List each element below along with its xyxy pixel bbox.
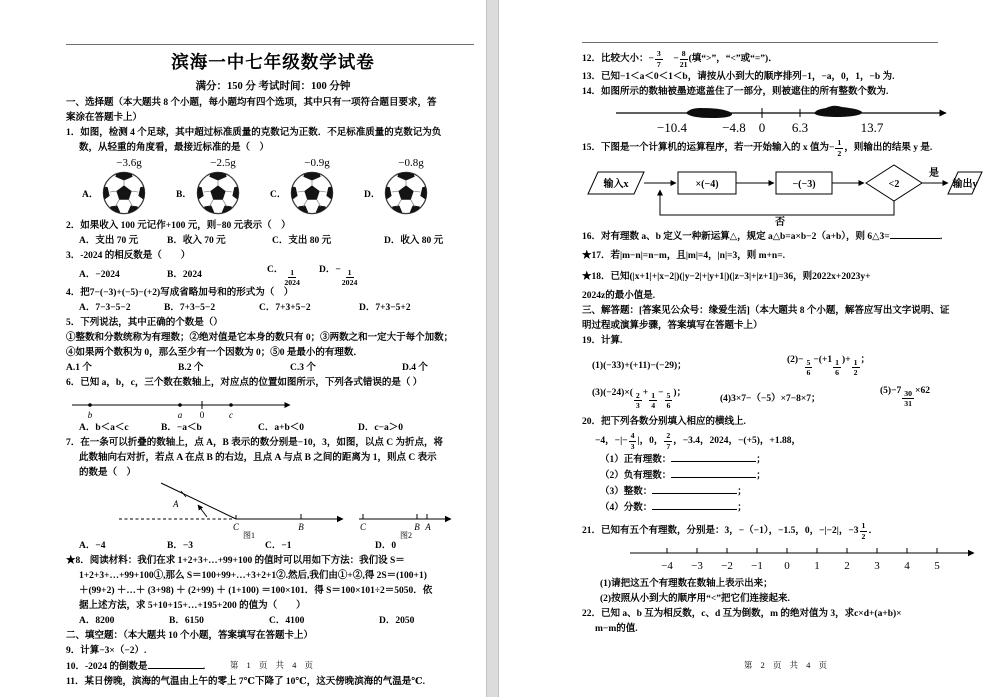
q6-axis-label-c: c bbox=[229, 410, 233, 420]
q19-item-2: (2)− $\frac{5}{6}$ −(+1 $\frac{1}{6}$ )+ $\frac{1}{2}$ ； bbox=[787, 354, 871, 378]
q8-line3: ＋(99+2) ＋…＋ (3+98) ＋ (2+99) ＋ (1+100) ＝100×101．得 S＝100×101÷2＝5050．依 bbox=[79, 586, 433, 596]
exam-title: 滨海一中七年级数学试卷 bbox=[171, 52, 375, 72]
q16-text: 16．对有理数 a、b 定义一种新运算△，规定 a△b=a×b−2（a+b），则 6△3= bbox=[582, 232, 890, 242]
q6-axis-label-0: 0 bbox=[199, 410, 205, 420]
q7-fig2-label-C: C bbox=[359, 522, 367, 532]
flowchart-subtract-label: −(−3) bbox=[792, 179, 816, 190]
q14-tick-0: 0 bbox=[758, 120, 766, 135]
soccer-ball-icon bbox=[289, 170, 335, 216]
q14-tick-6-3: 6.3 bbox=[791, 120, 809, 135]
q1-label-b: B． bbox=[176, 190, 192, 200]
q2-opt-a: A．支出 70 元 bbox=[79, 236, 139, 246]
q8-line1: ★8．阅读材料：我们在求 1+2+3+…+99+100 的值时可以用如下方法：我们设 S＝ bbox=[66, 556, 405, 566]
q20-blank-3-label: （3）整数： bbox=[600, 487, 653, 497]
q7-line3: 的数是（ ） bbox=[79, 468, 137, 478]
q17-stem: ★17．若|m−n|=n−m，且|m|=4，|n|=3，则 m+n=. bbox=[582, 251, 785, 261]
q8-opt-d: D．2050 bbox=[379, 616, 415, 626]
q21-stem: 21．已知有五个有理数，分别是：3，−（−1），−1.5，0，−|−2|，−3 $\frac{1}{2}$ ． bbox=[582, 520, 878, 541]
q20-blank-3-line bbox=[652, 484, 737, 494]
page2-footer: 第 2 页 共 4 页 bbox=[743, 660, 831, 670]
q2-opt-d: D．收入 80 元 bbox=[384, 236, 444, 246]
q19-item-1: (1)(−33)+(+11)−(−29)； bbox=[592, 361, 687, 371]
q7-fig1-label-B: B bbox=[298, 522, 304, 532]
q11-stem: 11．某日傍晚，滨海的气温由上午的零上 7℃下降了 10℃，这天傍晚滨海的气温是℃. bbox=[66, 677, 426, 687]
page-gutter bbox=[486, 0, 499, 697]
q19-stem: 19．计算. bbox=[582, 336, 623, 346]
q2-stem: 2．如果收入 100 元记作+100 元，则−80 元表示（ ） bbox=[66, 221, 291, 231]
q6-axis-label-a: a bbox=[177, 410, 183, 420]
flowchart-input-label: 输入x bbox=[603, 179, 629, 190]
q5-opt-b: B.2 个 bbox=[178, 363, 204, 373]
q3-stem: 3．-2024 的相反数是（ ） bbox=[66, 251, 191, 261]
flowchart-yes-label: 是 bbox=[929, 168, 939, 179]
q4-opt-c: C．7+3+5−2 bbox=[259, 303, 311, 313]
q1-option-b bbox=[176, 170, 270, 216]
exam-subtitle: 满分：150 分 考试时间：100 分钟 bbox=[195, 81, 351, 92]
q7-folded-axis-figure bbox=[111, 481, 456, 539]
q20-blank-1-label: （1）正有理数： bbox=[600, 455, 672, 465]
q1-weight-labels bbox=[66, 157, 480, 169]
q16-period: ． bbox=[939, 232, 950, 242]
q5-stem: 5．下列说法，其中正确的个数是（） bbox=[66, 318, 223, 328]
exam-page-2 bbox=[582, 0, 992, 697]
q21-tick-3: 3 bbox=[874, 560, 880, 572]
q14-tick-neg10-4: −10.4 bbox=[656, 120, 688, 135]
q21-sub2: (2)按照从小到大的顺序用“<”把它们连接起来. bbox=[600, 594, 790, 604]
q21-tick-4: 4 bbox=[904, 560, 910, 572]
q19-row2 bbox=[582, 379, 992, 415]
ink-blob-right bbox=[814, 106, 862, 117]
section1-heading-line2: 案涂在答题卡上） bbox=[66, 113, 143, 123]
q1-label-a: A． bbox=[82, 190, 99, 200]
q7-opt-c: C．−1 bbox=[265, 541, 292, 551]
section1-heading-line1: 一、选择题（本大题共 8 个小题，每小题均有四个选项，其中只有一项符合题目要求，答 bbox=[66, 98, 437, 108]
flowchart-condition-label: <2 bbox=[888, 179, 900, 190]
q20-stem: 20．把下列各数分别填入相应的横线上. bbox=[582, 417, 746, 427]
q19-item-3: (3)(−24)×( $\frac{2}{3}$ + $\frac{1}{4}$ − $\frac{5}{6}$ )； bbox=[592, 387, 687, 411]
q7-fig2-caption: 图2 bbox=[400, 531, 412, 539]
exam-page-1 bbox=[66, 0, 480, 697]
q7-line1: 7．在一条可以折叠的数轴上，点 A，B 表示的数分别是−10，3，如图，以点 C 为折点，将 bbox=[66, 438, 443, 448]
q6-opt-d: D．c−a＞0 bbox=[358, 423, 403, 433]
page1-footer: 第 1 页 共 4 页 bbox=[229, 660, 317, 670]
q13-stem: 13．已知−1＜a＜0＜1＜b，请按从小到大的顺序排列−1，−a，0，1，−b 为. bbox=[582, 72, 895, 82]
q20-blank-2-label: （2）负有理数： bbox=[600, 471, 672, 481]
q6-stem: 6．已知 a，b，c，三个数在数轴上，对应点的位置如图所示，下列各式错误的是（ ） bbox=[66, 378, 423, 388]
q7-fig1-label-C: C bbox=[232, 522, 240, 532]
q4-options bbox=[66, 301, 480, 316]
q22-line2: m−m的值. bbox=[595, 624, 638, 634]
q7-fig2-label-B: B bbox=[414, 522, 420, 532]
q20-blank-4 bbox=[582, 500, 992, 516]
q16-answer-blank bbox=[890, 229, 940, 239]
q3-opt-a: A．−2024 bbox=[79, 269, 120, 280]
q20-blank-4-label: （4）分数： bbox=[600, 503, 653, 513]
section3-heading-line2: 明过程或演算步骤，答案填写在答题卡上） bbox=[582, 321, 763, 331]
q8-line2: 1+2+3+…+99+100①,那么 S＝100+99+…+3+2+1②.然后,我们由①+②,得 2S＝(100+1) bbox=[79, 571, 427, 581]
q1-line1: 1．如图，检测 4 个足球，其中超过标准质量的克数记为正数．不足标准质量的克数记为负 bbox=[66, 128, 442, 138]
flowchart-no-label: 否 bbox=[775, 217, 785, 226]
q21-tick-2: 2 bbox=[844, 560, 850, 572]
ink-blob-left bbox=[686, 108, 732, 118]
q20-blank-4-line bbox=[652, 500, 737, 510]
q18-line2: 2024z的最小值是. bbox=[582, 291, 656, 301]
q3-opt-b: B．2024 bbox=[167, 269, 202, 280]
q10-text: 10．-2024 的倒数是 bbox=[66, 662, 148, 672]
q4-opt-d: D．7+3−5+2 bbox=[359, 303, 411, 313]
q18-line1: ★18．已知(|x+1|+|x−2|)(|y−2|+|y+1|)(|z−3|+|z+1|)=36，则2022x+2023y+ bbox=[582, 272, 871, 282]
q20-blank-2-semi: ； bbox=[756, 471, 766, 481]
page1-top-rule bbox=[66, 44, 474, 45]
q7-fig1-label-A: A bbox=[173, 499, 179, 509]
q2-opt-c: C．支出 80 元 bbox=[272, 236, 332, 246]
soccer-ball-icon bbox=[383, 170, 429, 216]
q19-item-4: (4)3×7−（−5）×7−8×7； bbox=[720, 394, 821, 404]
q8-line4: 据上述方法，求 5+10+15+…+195+200 的值为（ ） bbox=[79, 601, 306, 611]
q3-options bbox=[66, 264, 480, 286]
q21-tick-neg2: −2 bbox=[721, 560, 733, 572]
q20-blank-3 bbox=[582, 484, 992, 500]
flowchart-multiply-label: ×(−4) bbox=[695, 179, 719, 190]
q8-opt-a: A．8200 bbox=[79, 616, 115, 626]
q7-line2: 此数轴向右对折，若点 A 在点 B 的右边，且点 A 与点 B 之间的距离为 1，则点 C 表示 bbox=[79, 453, 437, 463]
q4-opt-b: B．7+3−5−2 bbox=[164, 303, 216, 313]
q4-stem: 4．把7−(−3)+(−5)−(+2)写成省略加号和的形式为（ ） bbox=[66, 288, 294, 298]
soccer-ball-icon bbox=[195, 170, 241, 216]
q6-opt-b: B．−a＜b bbox=[161, 423, 202, 433]
q14-tick-13-7: 13.7 bbox=[860, 120, 884, 135]
q20-number-list: −4，−|− $\frac{4}{3}$ |，0， $\frac{2}{7}$ ，−3.4，2024，−(+5)，+1.88， bbox=[595, 430, 801, 451]
q21-tick-neg4: −4 bbox=[661, 560, 673, 572]
q20-blank-3-semi: ； bbox=[737, 487, 747, 497]
q4-opt-a: A．7−3−5−2 bbox=[79, 303, 131, 313]
q1-soccer-balls-row bbox=[66, 170, 480, 216]
q5-statements-line1: ①整数和分数统称为有理数；②绝对值是它本身的数只有 0；③两数之和一定大于每个加数； bbox=[66, 333, 454, 343]
q12-stem: 12．比较大小：− $\frac{3}{7}$ − $\frac{8}{21}$ (填“>”，“<”或“=”)． bbox=[582, 48, 778, 69]
q7-fig1-caption: 图1 bbox=[243, 531, 255, 539]
q6-axis-label-b: b bbox=[87, 410, 93, 420]
page2-top-rule bbox=[582, 42, 938, 43]
q6-opt-c: C．a+b＜0 bbox=[258, 423, 305, 433]
q21-tick-neg3: −3 bbox=[691, 560, 703, 572]
q3-opt-d: D．− $\frac{1}{2024}$ bbox=[319, 264, 358, 288]
flowchart-output-label: 输出y bbox=[952, 179, 978, 190]
q10-period: ． bbox=[202, 662, 213, 672]
q1-weight-b: −2.5g bbox=[210, 157, 236, 169]
q20-blank-2 bbox=[582, 468, 992, 484]
q19-row1 bbox=[582, 349, 992, 379]
q1-weight-c: −0.9g bbox=[304, 157, 330, 169]
q1-weight-d: −0.8g bbox=[398, 157, 424, 169]
q1-option-d bbox=[364, 170, 458, 216]
q20-blank-1-semi: ； bbox=[756, 455, 766, 465]
q6-number-line-figure bbox=[68, 391, 303, 421]
q8-opt-b: B．6150 bbox=[169, 616, 204, 626]
q2-options bbox=[66, 234, 480, 249]
q1-label-d: D． bbox=[364, 190, 381, 200]
q7-opt-a: A．−4 bbox=[79, 541, 106, 551]
q21-tick-1: 1 bbox=[814, 560, 820, 572]
q14-number-line-figure bbox=[610, 100, 955, 138]
q7-options bbox=[66, 539, 480, 554]
q15-flowchart-figure bbox=[584, 160, 984, 226]
q19-item-5: (5)−7 $\frac{30}{31}$ ×62 bbox=[880, 385, 930, 409]
q8-opt-c: C．4100 bbox=[269, 616, 305, 626]
q7-opt-b: B．−3 bbox=[167, 541, 193, 551]
q20-blank-1 bbox=[582, 452, 992, 468]
q5-opt-d: D.4 个 bbox=[402, 363, 428, 373]
q21-tick-5: 5 bbox=[934, 560, 940, 572]
q15-stem: 15．下图是一个计算机的运算程序，若一开始输入的 x 值为− $\frac{1}{2}$ ，则输出的结果 y 是. bbox=[582, 137, 933, 158]
q3-opt-c: C． $\frac{1}{2024}$ bbox=[267, 264, 300, 288]
q6-opt-a: A．b＜a＜c bbox=[79, 423, 129, 433]
q5-opt-c: C.3 个 bbox=[290, 363, 316, 373]
q1-option-a bbox=[82, 170, 176, 216]
soccer-ball-icon bbox=[101, 170, 147, 216]
q20-blank-2-line bbox=[671, 468, 756, 478]
q9-stem: 9．计算−3×（−2）. bbox=[66, 646, 147, 656]
section3-heading-line1: 三、解答题：[答案见公众号：缘爱生活]（本大题共 8 个小题，解答应写出文字说明、证 bbox=[582, 306, 950, 316]
q7-opt-d: D．0 bbox=[375, 541, 397, 551]
q1-weight-a: −3.6g bbox=[116, 157, 142, 169]
q21-tick-neg1: −1 bbox=[751, 560, 763, 572]
q5-statements-line2: ④如果两个数积为 0，那么至少有一个因数为 0；⑤0 是最小的有理数． bbox=[66, 348, 363, 358]
q2-opt-b: B．收入 70 元 bbox=[167, 236, 226, 246]
q8-options bbox=[66, 614, 480, 629]
q14-tick-neg4-8: −4.8 bbox=[722, 120, 746, 135]
section2-heading: 二、填空题：（本大题共 10 个小题，答案填写在答题卡上） bbox=[66, 631, 314, 641]
q21-tick-0: 0 bbox=[784, 560, 790, 572]
q20-blank-4-semi: ； bbox=[737, 503, 747, 513]
q6-options bbox=[66, 421, 480, 436]
q16-stem bbox=[582, 229, 992, 245]
q5-opt-a: A.1 个 bbox=[66, 363, 92, 373]
q20-blank-1-line bbox=[671, 452, 756, 462]
q1-option-c bbox=[270, 170, 364, 216]
q5-options bbox=[66, 361, 480, 376]
q14-stem: 14．如图所示的数轴被墨迹遮盖住了一部分，则被遮住的所有整数个数为. bbox=[582, 87, 889, 97]
q1-line2: 数，从轻重的角度看，最接近标准的是（ ） bbox=[79, 143, 270, 153]
q21-sub1: (1)请把这五个有理数在数轴上表示出来； bbox=[600, 579, 773, 589]
q1-label-c: C． bbox=[270, 190, 287, 200]
q21-number-line-figure bbox=[622, 541, 982, 577]
q7-fig2-label-A: A bbox=[425, 522, 431, 532]
q22-line1: 22．已知 a、b 互为相反数，c、d 互为倒数，m 的绝对值为 3，求c×d+(a+b)× bbox=[582, 609, 902, 619]
